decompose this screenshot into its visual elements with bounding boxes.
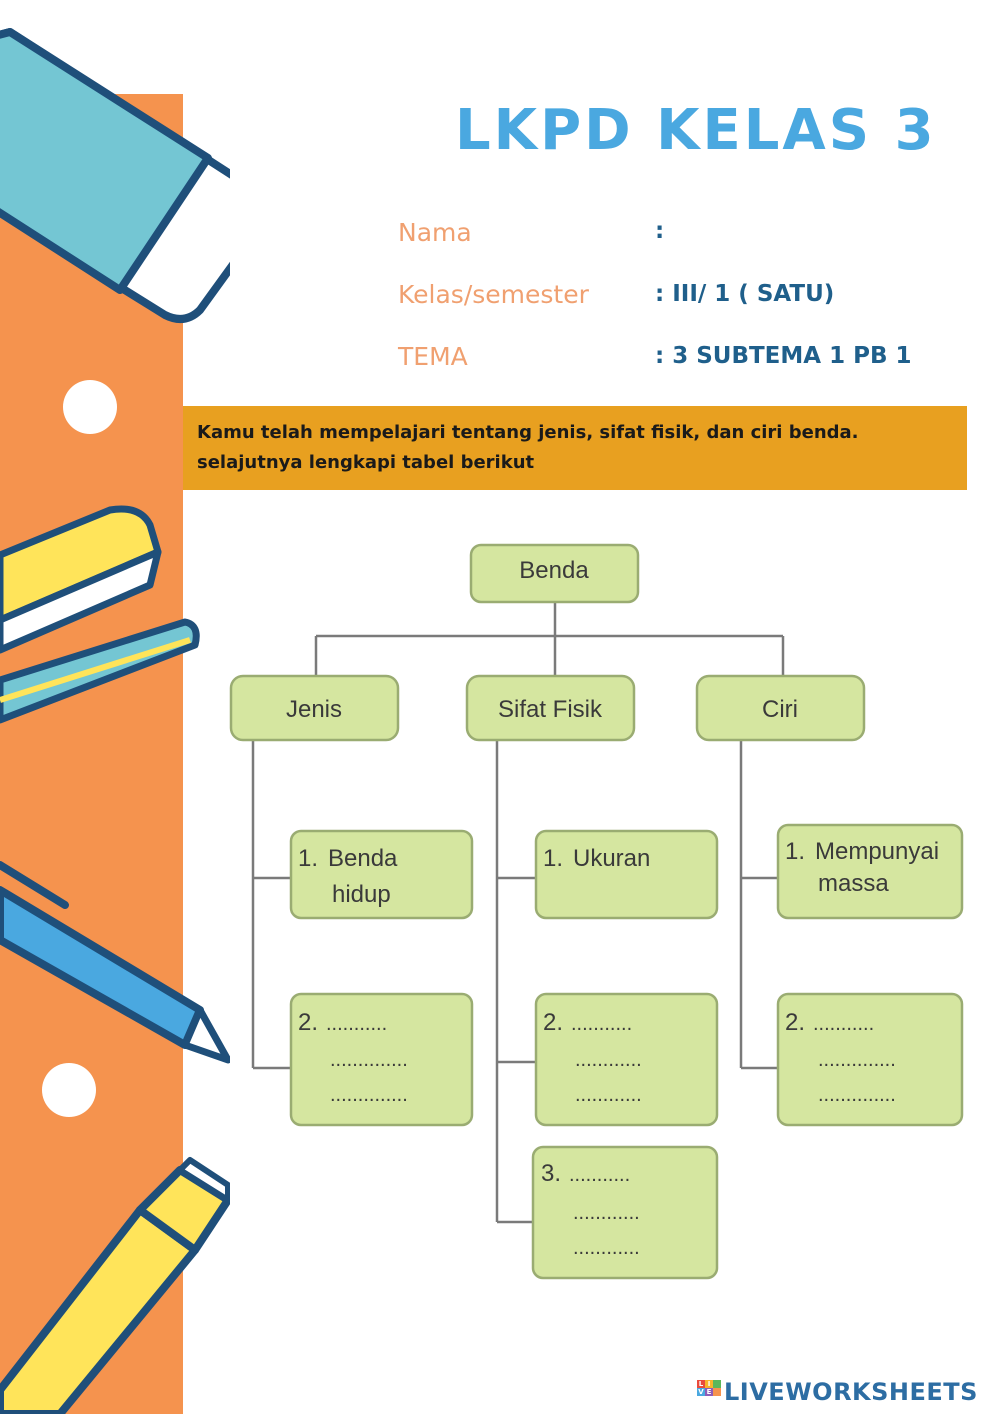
instruction-line-2: selajutnya lengkapi tabel berikut bbox=[197, 452, 535, 473]
sifat-item-1 bbox=[536, 831, 717, 918]
sifat-item-3-blank-1[interactable]: ........... bbox=[569, 1164, 631, 1186]
jenis-item-2[interactable] bbox=[291, 994, 472, 1125]
worksheet-title: LKPD KELAS 3 bbox=[455, 98, 937, 163]
class-semester-label: Kelas/semester bbox=[398, 280, 589, 309]
jenis-item-2-blank-1[interactable]: ........... bbox=[326, 1013, 388, 1035]
sifat-item-1-line1: Ukuran bbox=[573, 845, 651, 872]
sifat-item-3-blank-3[interactable]: ............ bbox=[573, 1237, 640, 1259]
ciri-item-1-line1: Mempunyai bbox=[815, 838, 940, 865]
logo-square-green bbox=[713, 1380, 721, 1388]
jenis-item-2-blank-2[interactable]: .............. bbox=[330, 1049, 408, 1071]
name-label: Nama bbox=[398, 218, 472, 247]
ciri-item-1 bbox=[778, 825, 962, 918]
ciri-item-1-number: 1. bbox=[785, 838, 806, 865]
logo-letter-v: V bbox=[698, 1388, 704, 1396]
theme-value: : 3 SUBTEMA 1 PB 1 bbox=[655, 343, 912, 369]
jenis-item-1-number: 1. bbox=[298, 845, 319, 872]
ciri-item-1-line2: massa bbox=[818, 870, 889, 897]
logo-letter-i: I bbox=[705, 1380, 713, 1388]
liveworksheets-mark-icon bbox=[697, 1380, 721, 1404]
ciri-item-2-blank-1[interactable]: ........... bbox=[813, 1013, 875, 1035]
instruction-line-1: Kamu telah mempelajari tentang jenis, sifat fisik, dan ciri benda. bbox=[197, 422, 859, 443]
jenis-item-2-number: 2. bbox=[298, 1009, 319, 1036]
category-label-jenis: Jenis bbox=[285, 696, 343, 723]
name-value[interactable]: : bbox=[655, 218, 665, 244]
ciri-item-2-number: 2. bbox=[785, 1009, 806, 1036]
theme-label: TEMA bbox=[398, 342, 468, 371]
sifat-item-2-blank-3[interactable]: ............ bbox=[575, 1084, 642, 1106]
sifat-item-2-blank-1[interactable]: ........... bbox=[571, 1013, 633, 1035]
sifat-item-2-number: 2. bbox=[543, 1009, 564, 1036]
jenis-item-1-line1: Benda bbox=[328, 845, 398, 872]
jenis-item-1-line2: hidup bbox=[332, 881, 391, 908]
logo-letter-e: E bbox=[706, 1388, 712, 1396]
root-node bbox=[471, 545, 638, 602]
sifat-item-3-blank-2[interactable]: ............ bbox=[573, 1202, 640, 1224]
category-label-sifat-fisik: Sifat Fisik bbox=[497, 696, 603, 723]
ciri-item-2-blank-3[interactable]: .............. bbox=[818, 1084, 896, 1106]
liveworksheets-brand-text: LIVEWORKSHEETS bbox=[724, 1378, 978, 1406]
root-node-label: Benda bbox=[519, 557, 589, 584]
logo-square-orange bbox=[713, 1388, 721, 1396]
logo-letter-l: L bbox=[698, 1380, 704, 1388]
sifat-item-2-blank-2[interactable]: ............ bbox=[575, 1049, 642, 1071]
category-label-ciri: Ciri bbox=[762, 696, 798, 723]
ciri-item-2-blank-2[interactable]: .............. bbox=[818, 1049, 896, 1071]
liveworksheets-logo[interactable] bbox=[697, 1378, 978, 1406]
sifat-item-2[interactable] bbox=[536, 994, 717, 1125]
ciri-item-2[interactable] bbox=[778, 994, 962, 1125]
jenis-item-2-blank-3[interactable]: .............. bbox=[330, 1084, 408, 1106]
category-node-ciri bbox=[697, 676, 864, 740]
sifat-item-3[interactable] bbox=[533, 1147, 717, 1278]
sifat-item-1-number: 1. bbox=[543, 845, 564, 872]
sifat-item-3-number: 3. bbox=[541, 1160, 562, 1187]
category-node-sifat-fisik bbox=[467, 676, 634, 740]
category-node-jenis bbox=[231, 676, 398, 740]
jenis-item-1 bbox=[291, 831, 472, 918]
class-semester-value: : III/ 1 ( SATU) bbox=[655, 281, 835, 307]
